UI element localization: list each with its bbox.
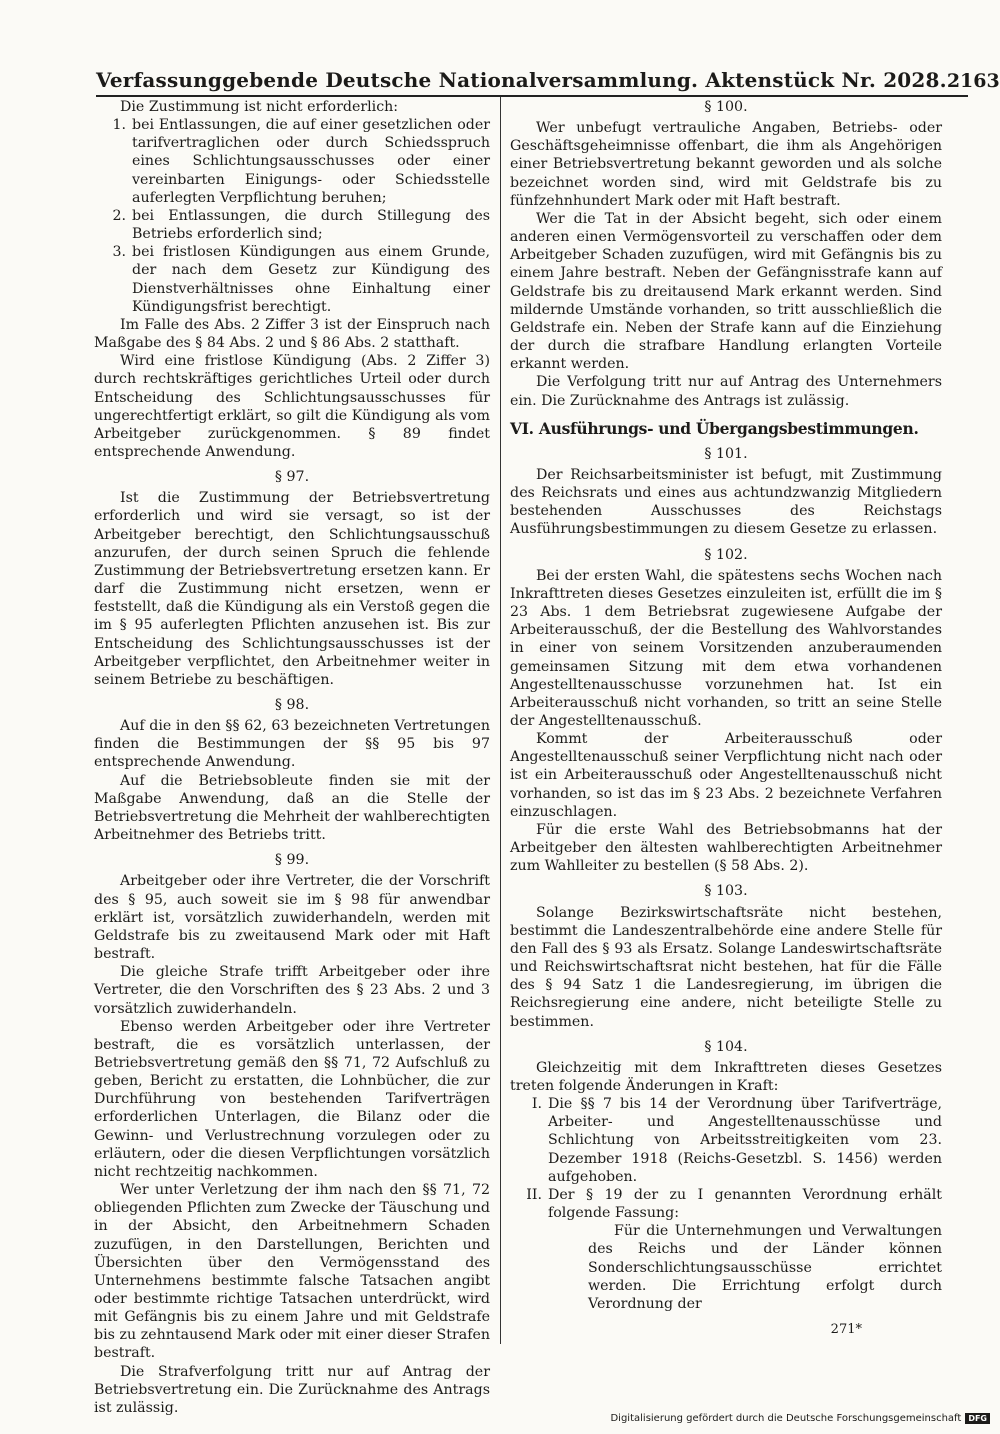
list-item-text: Der § 19 der zu I genannten Verordnung erhält folgende Fassung:	[548, 1186, 942, 1222]
list-item-number: I.	[531, 1096, 542, 1113]
section-heading-101: § 101.	[704, 445, 748, 462]
paragraph: Der Reichsarbeitsminister ist befugt, mit Zustimmung des Reichsrats und eines aus achtundzwanzig Mitgliedern bestehenden Ausschusses des Reichstags Ausführungsbestimmungen zu diesem Gesetze zu erlassen.	[510, 466, 942, 538]
list-item	[94, 243, 490, 316]
section-heading-99: § 99.	[274, 852, 310, 869]
paragraph: Wird eine fristlose Kündigung (Abs. 2 Ziffer 3) durch rechtskräftiges gerichtliches Urteil oder durch Entscheidung des Schlichtungsausschusses für ungerechtfertigt erklärt, so gilt die Kündigung als vom Arbeitgeber zurückgenommen. § 89 findet entsprechende Anwendung.	[94, 353, 490, 460]
list-item-text: bei Entlassungen, die durch Stillegung des Betriebs erforderlich sind;	[132, 207, 490, 243]
page-title: Verfassunggebende Deutsche Nationalversammlung. Aktenstück Nr. 2028.	[96, 68, 947, 92]
intro-paragraph: Die Zustimmung ist nicht erforderlich:	[120, 99, 399, 115]
section-heading-103: § 103.	[704, 883, 748, 900]
paragraph: Wer unter Verletzung der ihm nach den §§ 71, 72 obliegenden Pflichten zum Zwecke der Täuschung und in der Absicht, den Arbeitnehmern Schaden zuzufügen, in den Darstellungen, Berichten und Übersichten über den Vermögensstand des Unternehmens bestimmte falsche Tatsachen angibt oder bestimmte richtige Tatsachen unterdrückt, wird mit Gefängnis bis zu einem Jahre und mit Geldstrafe bis zu zehntausend Mark oder mit einer dieser Strafen bestraft.	[94, 1182, 490, 1362]
paragraph: Arbeitgeber oder ihre Vertreter, die der Vorschrift des § 95, auch soweit sie im § 98 für anwendbar erklärt ist, vorsätzlich zuwiderhandeln, werden mit Geldstrafe bis zu zweitausend Mark oder mit Haft bestraft.	[94, 873, 490, 963]
part-heading: VI. Ausführungs- und Übergangsbestimmungen.	[510, 418, 919, 438]
list-item-number: 3.	[112, 244, 126, 261]
list-item	[510, 1095, 942, 1186]
section-heading-97: § 97.	[274, 469, 310, 486]
paragraph: Solange Bezirkswirtschaftsräte nicht bestehen, bestimmt die Landeszentralbehörde eine andere Stelle für den Fall des § 93 als Ersatz. Solange Landeswirtschaftsräte und Reichswirtschaftsrat nicht bestehen, hat für die Fälle des § 94 Satz 1 die Landesregierung, im übrigen die Reichsregierung eine andere, nicht beteiligte Stelle zu bestimmen.	[510, 904, 942, 1030]
paragraph: Ist die Zustimmung der Betriebsvertretung erforderlich und wird sie versagt, so ist der Arbeitgeber berechtigt, den Schlichtungsausschuß anzurufen, der durch seinen Spruch die fehlende Zustimmung der Betriebsvertretung ersetzen kann. Er darf die Zustimmung nicht ersetzen, wenn er feststellt, daß die Kündigung als ein Verstoß gegen die im § 95 auferlegten Pflichten anzusehen ist. Bis zur Entscheidung des Schlichtungsausschusses ist der Arbeitgeber verpflichtet, den Arbeitnehmer weiter in seinem Betriebe zu beschäftigen.	[94, 490, 490, 688]
list-item-text: bei Entlassungen, die auf einer gesetzlichen oder tarifvertraglichen oder durch Schiedsspruch eines Schlichtungsausschusses oder einer vereinbarten Einigungs- oder Schiedsstelle auferlegten Verpflichtung beruhen;	[132, 117, 490, 206]
section-heading-100: § 100.	[704, 99, 748, 115]
paragraph: Bei der ersten Wahl, die spätestens sechs Wochen nach Inkrafttreten dieses Gesetzes einzuleiten ist, erfüllt die im § 23 Abs. 1 dem Betriebsrat zugewiesene Aufgabe der Arbeiterausschuß, der die Bestellung des Wahlvorstandes in einer von seinem Vorsitzenden anzuberaumenden gemeinsamen Sitzung mit dem etwa vorhandenen Angestelltenausschusse vorzunehmen hat. Ist ein Arbeiterausschuß nicht vorhanden, so tritt an seine Stelle der Angestelltenausschuß.	[510, 567, 942, 729]
section-heading-98: § 98.	[274, 697, 310, 713]
footer-text: Digitalisierung gefördert durch die Deutsche Forschungsgemeinschaft	[610, 1413, 962, 1424]
paragraph: Kommt der Arbeiterausschuß oder Angestelltenausschuß seiner Verpflichtung nicht nach oder ist ein Arbeiterausschuß oder Angestelltenausschuß nicht vorhanden, so ist das im § 23 Abs. 2 bezeichnete Verfahren einzuschlagen.	[510, 731, 942, 820]
list-item-number: 1.	[112, 117, 126, 134]
paragraph: Ebenso werden Arbeitgeber oder ihre Vertreter bestraft, die es vorsätzlich unterlassen, der Betriebsvertretung gemäß den §§ 71, 72 Aufschluß zu geben, Bericht zu erstatten, die Lohnbücher, die zur Durchführung von bestehenden Tarifverträgen erforderlichen Unterlagen, die Bilanz oder die Gewinn- und Verlustrechnung vorzulegen oder zu erläutern, oder die diesen Verpflichtungen vorsätzlich nicht rechtzeitig nachkommen.	[94, 1018, 490, 1180]
page-header	[96, 58, 1000, 92]
list-item-number: II.	[526, 1186, 542, 1203]
quoted-paragraph: Für die Unternehmungen und Verwaltungen des Reichs und der Länder können Sonderschlichtungsausschüsse errichtet werden. Die Errichtung erfolgt durch Verordnung der	[588, 1223, 942, 1312]
section-heading-102: § 102.	[704, 546, 748, 563]
paragraph: Wer die Tat in der Absicht begeht, sich oder einem anderen einen Vermögensvorteil zu verschaffen oder dem Arbeitgeber Schaden zuzufügen, wird mit Gefängnis bis zu einem Jahre bestraft. Neben der Gefängnisstrafe kann auf Geldstrafe bis zu dreitausend Mark erkannt werden. Sind mildernde Umstände vorhanden, so tritt ausschließlich die Geldstrafe ein. Neben der Strafe kann auf die Einziehung der durch die strafbare Handlung erlangten Vorteile erkannt werden.	[510, 210, 942, 373]
list-item-number: 2.	[112, 207, 126, 224]
footer	[610, 1413, 990, 1424]
list-item	[94, 116, 490, 207]
paragraph: Die Verfolgung tritt nur auf Antrag des Unternehmers ein. Die Zurücknahme des Antrags ist zulässig.	[510, 374, 942, 409]
section-heading-104: § 104.	[704, 1038, 748, 1055]
list-item	[94, 207, 490, 243]
left-column	[94, 98, 490, 1417]
signature-mark: 271*	[830, 1322, 862, 1337]
paragraph: Für die erste Wahl des Betriebsobmanns hat der Arbeitgeber den ältesten wahlberechtigten Arbeitnehmer zum Wahlleiter zu bestellen (§ 58 Abs. 2).	[510, 821, 942, 875]
paragraph: Im Falle des Abs. 2 Ziffer 3 ist der Einspruch nach Maßgabe des § 84 Abs. 2 und § 86 Abs. 2 statthaft.	[94, 316, 490, 352]
paragraph: Die gleiche Strafe trifft Arbeitgeber oder ihre Vertreter, die den Vorschriften des § 23 Abs. 2 und 3 vorsätzlich zuwiderhandeln.	[94, 964, 490, 1017]
paragraph: Auf die in den §§ 62, 63 bezeichneten Vertretungen finden die Bestimmungen der §§ 95 bis 97 entsprechende Anwendung.	[94, 718, 490, 771]
page-number: 2163	[946, 70, 1000, 92]
paragraph: Wer unbefugt vertrauliche Angaben, Betriebs- oder Geschäftsgeheimnisse offenbart, die ihm als Angehörigen einer Betriebsvertretung bekannt geworden und als solche bezeichnet worden sind, wird mit Geldstrafe bis zu fünfzehnhundert Mark oder mit Haft bestraft.	[510, 120, 942, 209]
list-item	[510, 1186, 942, 1222]
header-rule	[96, 95, 968, 97]
right-column	[510, 98, 942, 1339]
list-item-text: bei fristlosen Kündigungen aus einem Grunde, der nach dem Gesetz zur Kündigung des Dienstverhältnisses ohne Einhaltung einer Kündigungsfrist berechtigt.	[132, 244, 490, 315]
paragraph: Auf die Betriebsobleute finden sie mit der Maßgabe Anwendung, daß an die Stelle der Betriebsvertretung die Mehrheit der wahlberechtigten Arbeitnehmer des Betriebs tritt.	[94, 772, 490, 844]
column-divider	[500, 97, 501, 1344]
list-item-text: Die §§ 7 bis 14 der Verordnung über Tarifverträge, Arbeiter- und Angestelltenausschüsse und Schlichtung von Arbeitsstreitigkeiten vom 23. Dezember 1918 (Reichs-Gesetzbl. S. 1456) werden aufgehoben.	[548, 1096, 942, 1185]
dfg-logo: DFG	[965, 1413, 990, 1424]
paragraph: Die Strafverfolgung tritt nur auf Antrag der Betriebsvertretung ein. Die Zurücknahme des Antrags ist zulässig.	[94, 1363, 490, 1416]
paragraph: Gleichzeitig mit dem Inkrafttreten dieses Gesetzes treten folgende Änderungen in Kraft:	[510, 1059, 942, 1094]
